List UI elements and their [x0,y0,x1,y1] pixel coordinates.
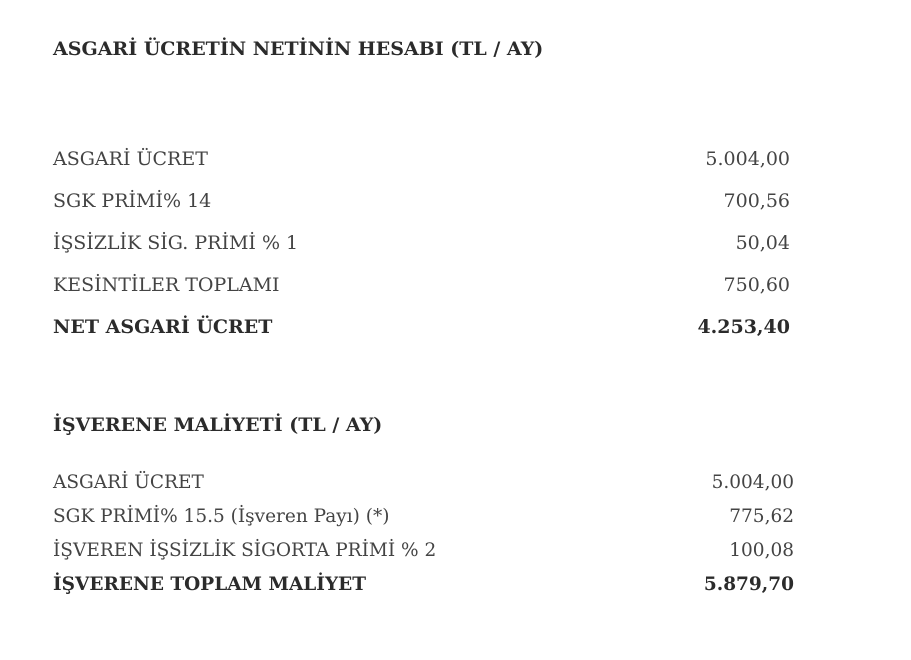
row-value: 750,60 [723,274,790,296]
row-value: 100,08 [729,540,794,561]
row-value: 700,56 [723,190,790,212]
row-label: KESİNTİLER TOPLAMI [53,274,280,296]
row-value: 4.253,40 [697,316,790,338]
table-row-employer-unemployment-premium [53,540,794,561]
section-title-employer-cost: İŞVERENE MALİYETİ (TL / AY) [53,414,383,436]
row-value: 5.879,70 [703,574,794,595]
table-row-deductions-total [53,274,790,296]
row-label: NET ASGARİ ÜCRET [53,316,273,338]
table-row-sgk-employer-share [53,506,794,527]
row-label: İŞVEREN İŞSİZLİK SİGORTA PRİMİ % 2 [53,540,437,561]
row-label: ASGARİ ÜCRET [53,148,208,170]
row-value: 50,04 [735,232,790,254]
row-label: SGK PRİMİ% 15.5 (İşveren Payı) (*) [53,506,390,527]
table-row-net-minimum-wage [53,316,790,338]
table-row-minimum-wage [53,472,794,493]
row-value: 5.004,00 [705,148,790,170]
table-row-sgk-premium [53,190,790,212]
row-value: 775,62 [729,506,794,527]
row-value: 5.004,00 [711,472,794,493]
table-row-unemployment-premium [53,232,790,254]
row-label: İŞVERENE TOPLAM MALİYET [53,574,367,595]
row-label: İŞSİZLİK SİG. PRİMİ % 1 [53,232,299,254]
table-row-minimum-wage [53,148,790,170]
row-label: ASGARİ ÜCRET [53,472,204,493]
table-row-employer-total-cost [53,574,794,595]
row-label: SGK PRİMİ% 14 [53,190,212,212]
section-title-net-wage: ASGARİ ÜCRETİN NETİNİN HESABI (TL / AY) [53,38,544,60]
